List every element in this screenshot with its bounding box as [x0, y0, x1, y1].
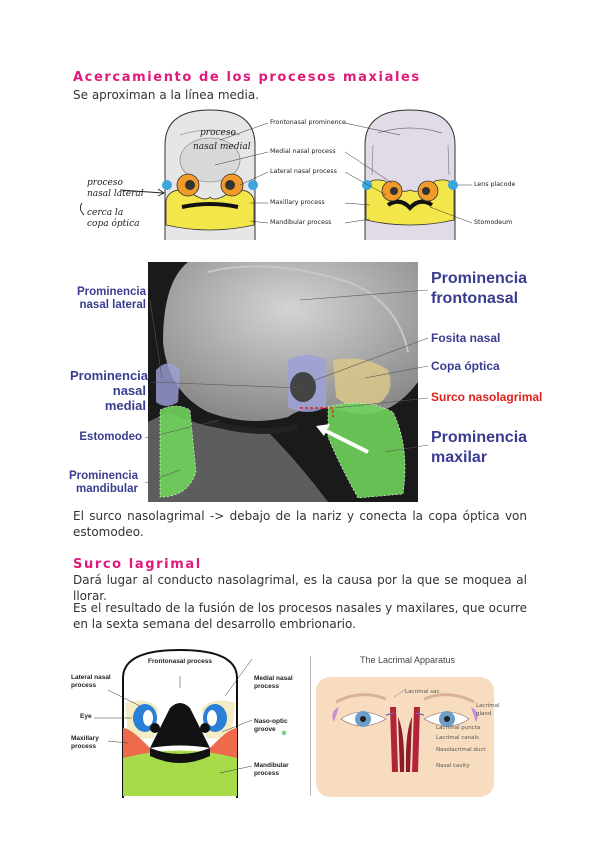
- label-prominencia-maxilar: Prominencia maxilar: [431, 429, 528, 466]
- handwritten-proceso-left: proceso: [87, 178, 123, 188]
- label-mandibular-process: Mandibular process: [270, 219, 332, 226]
- label-lacrimal-canals: Lacrimal canals: [436, 735, 479, 741]
- label-lacrimal-sac: Lacrimal sac: [405, 689, 440, 695]
- label-prominencia-nasal-medial: Prominencia nasal medial: [70, 368, 149, 413]
- handwritten-copa-optica: copa óptica: [87, 219, 140, 229]
- label-lens-placode: Lens placode: [474, 181, 516, 188]
- label-maxillary-process-bottom: Maxillary process: [71, 735, 99, 750]
- paragraph-surco-nasolagrimal: El surco nasolagrimal -> debajo de la nariz y conecta la copa óptica von estomodeo.: [73, 509, 527, 539]
- paragraph-conducto: Dará lugar al conducto nasolagrimal, es la causa por la que se moquea al llorar.: [73, 573, 527, 603]
- section-heading-acercamiento: Acercamiento de los procesos maxiales: [73, 70, 421, 85]
- lacrimal-title: The Lacrimal Apparatus: [360, 655, 456, 665]
- label-fosita-nasal: Fosita nasal: [431, 331, 501, 345]
- label-frontonasal-prominence: Frontonasal prominence: [270, 119, 346, 126]
- handwritten-nasal-lateral: nasal lateral: [87, 189, 144, 199]
- label-lateral-nasal-process-bottom: Lateral nasal process: [71, 674, 111, 689]
- handwritten-nasal-medial: nasal medial: [193, 142, 251, 152]
- label-lacrimal-gland: Lacrimal gland: [476, 703, 500, 717]
- label-nasolacrimal-duct: Nasolacrimal duct: [436, 747, 486, 753]
- section-subtitle: Se aproximan a la línea media.: [73, 88, 260, 102]
- label-frontonasal-process: Frontonasal process: [148, 658, 212, 665]
- label-estomodeo: Estomodeo: [79, 431, 142, 443]
- star-marker: *: [281, 728, 287, 742]
- paragraph-fusion: Es el resultado de la fusión de los procesos nasales y maxilares, que ocurre en la sexta semana del desarrollo embrionario.: [73, 601, 527, 631]
- label-mandibular-process-bottom: Mandibular process: [254, 762, 289, 777]
- label-prominencia-mandibular: Prominencia mandibular: [68, 470, 138, 495]
- handwritten-cerca-la: cerca la: [87, 208, 124, 218]
- handwritten-proceso-top: proceso: [200, 128, 236, 138]
- label-surco-nasolagrimal: Surco nasolagrimal: [431, 390, 543, 404]
- label-prominencia-frontonasal: Prominencia frontonasal: [431, 270, 528, 307]
- label-lateral-nasal-process: Lateral nasal process: [270, 168, 337, 175]
- label-copa-optica: Copa óptica: [431, 359, 500, 373]
- label-medial-nasal-process: Medial nasal process: [270, 148, 336, 155]
- label-maxillary-process: Maxillary process: [270, 199, 325, 206]
- label-nasal-cavity: Nasal cavity: [436, 763, 470, 769]
- label-medial-nasal-process-bottom: Medial nasal process: [254, 675, 293, 690]
- label-prominencia-nasal-lateral: Prominencia nasal lateral: [76, 286, 146, 311]
- label-eye: Eye: [80, 713, 92, 720]
- label-lacrimal-puncta: Lacrimal puncta: [436, 725, 481, 731]
- label-naso-optic-groove: Naso-optic groove: [254, 718, 288, 733]
- section-heading-surco-lagrimal: Surco lagrimal: [73, 557, 202, 572]
- figure-divider: [310, 656, 311, 796]
- label-stomodeum: Stomodeum: [474, 219, 513, 226]
